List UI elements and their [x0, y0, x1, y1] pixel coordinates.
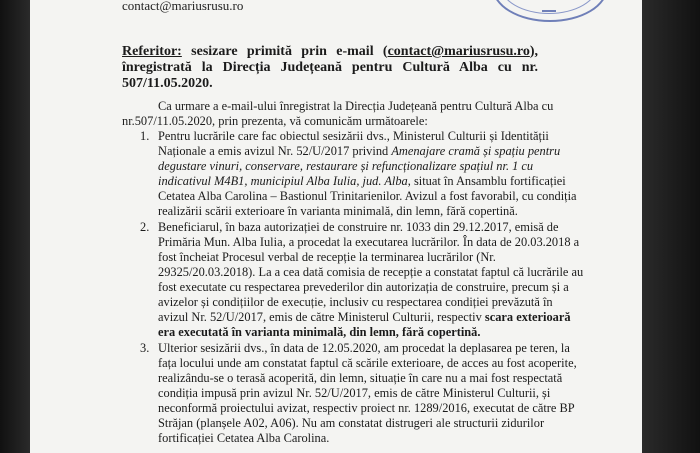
item-3-number: 3. — [140, 341, 150, 355]
intro-line-2: nr.507/11.05.2020, prin prezenta, vă comunicăm următoarele: — [122, 114, 428, 128]
intro-line-1: Ca urmare a e-mail-ului înregistrat la Direcția Județeană pentru Cultură Alba cu — [158, 99, 554, 113]
header-contact-email: contact@mariusrusu.ro — [122, 0, 244, 13]
item-1-line-2a: Naționale a emis avizul Nr. 52/U/2017 privind — [158, 144, 392, 158]
item-2-line-2: Primăria Mun. Alba Iulia, a procedat la executarea lucrărilor. În data de 20.03.2018 a — [158, 235, 580, 249]
item-1-line-1: Pentru lucrările care fac obiectul sesizării dvs., Ministerul Culturii și Identității — [158, 129, 549, 143]
item-1-line-5: Cetatea Alba Carolina – Bastionul Trinitarienilor. Avizul a fost favorabil, cu condiția — [158, 189, 577, 203]
item-1-line-4b: , situat în Ansamblu fortificației — [407, 174, 566, 188]
item-3-line-1: Ulterior sesizării dvs., în data de 12.05.2020, am procedat la deplasarea pe teren, la — [158, 341, 570, 355]
item-1-line-2b: Amenajare cramă și spațiu pentru — [391, 144, 561, 158]
item-3-line-4: condiția impusă prin avizul Nr. 52/U/2017, emis de către Ministerul Culturii, și — [158, 386, 551, 400]
item-2-line-7a: avizul Nr. 52/U/2017, emis de către Ministerul Culturii, respectiv — [158, 310, 485, 324]
item-1-line-4 — [158, 174, 566, 189]
item-2-line-3: fost încheiat Procesul verbal de recepție la terminarea lucrărilor (Nr. — [158, 250, 496, 264]
item-3-line-7: fortificației Cetatea Alba Carolina. — [158, 431, 330, 445]
item-2-line-4: 29325/20.03.2018). La a cea dată comisia de recepție a constatat faptul că lucrările au — [158, 265, 584, 279]
item-2-line-7b: scara exterioară — [484, 310, 571, 324]
item-3-line-6: Străjan (planșele A02, A06). Nu am constatat distrugeri ale structurii zidurilor — [158, 416, 545, 430]
item-2-line-1: Beneficiarul, în baza autorizației de construire nr. 1033 din 29.12.2017, emisă de — [158, 220, 559, 234]
item-1-line-2 — [158, 144, 560, 159]
item-1-line-4a: indicativul M4B1, municipiul Alba Iulia, jud. Alba — [158, 174, 408, 188]
item-2-line-6: avizelor și condițiilor de execuție, inclusiv cu respectarea condiției prevăzută în — [158, 295, 553, 309]
item-2-line-5: fost executate cu respectarea prevederilor din autorizația de construire, precum și a — [158, 280, 569, 294]
document-page — [30, 0, 642, 453]
subject-text-1: sesizare primită prin e-mail ( — [181, 44, 388, 59]
subject-email-link[interactable]: contact@mariusrusu.ro — [387, 44, 530, 59]
left-shadow — [0, 0, 30, 453]
item-1-line-6: realizării scării exterioare în varianta minimală, din lemn, fără copertină. — [158, 204, 518, 218]
item-3-line-5: neconformă proiectului avizat, respectiv proiect nr. 1289/2016, executat de către BP — [158, 401, 575, 415]
item-1-line-3: degustare vinuri, conservare, restaurare și refuncționalizare spațiul nr. 1 cu — [158, 159, 534, 173]
stamp-mark — [542, 10, 556, 12]
subject-text-2: ), înregistrată la Direcția Județeană pentru Cultură Alba cu nr. 507/11.05.2020. — [122, 44, 538, 91]
item-3-line-2: fața locului unde am constatat faptul că scările exterioare, de acces au fost acoperite, — [158, 356, 577, 370]
item-3-line-3: realizându-se o terasă acoperită, din lemn, situație în care nu a mai fost respectată — [158, 371, 563, 385]
item-2-line-7 — [158, 310, 571, 325]
item-2-number: 2. — [140, 220, 150, 234]
subject-label: Referitor: — [122, 44, 182, 59]
subject-line — [122, 44, 538, 92]
item-1-number: 1. — [140, 129, 150, 143]
right-shadow — [642, 0, 700, 453]
item-2-line-8: era executată în varianta minimală, din lemn, fără copertină. — [158, 325, 481, 339]
